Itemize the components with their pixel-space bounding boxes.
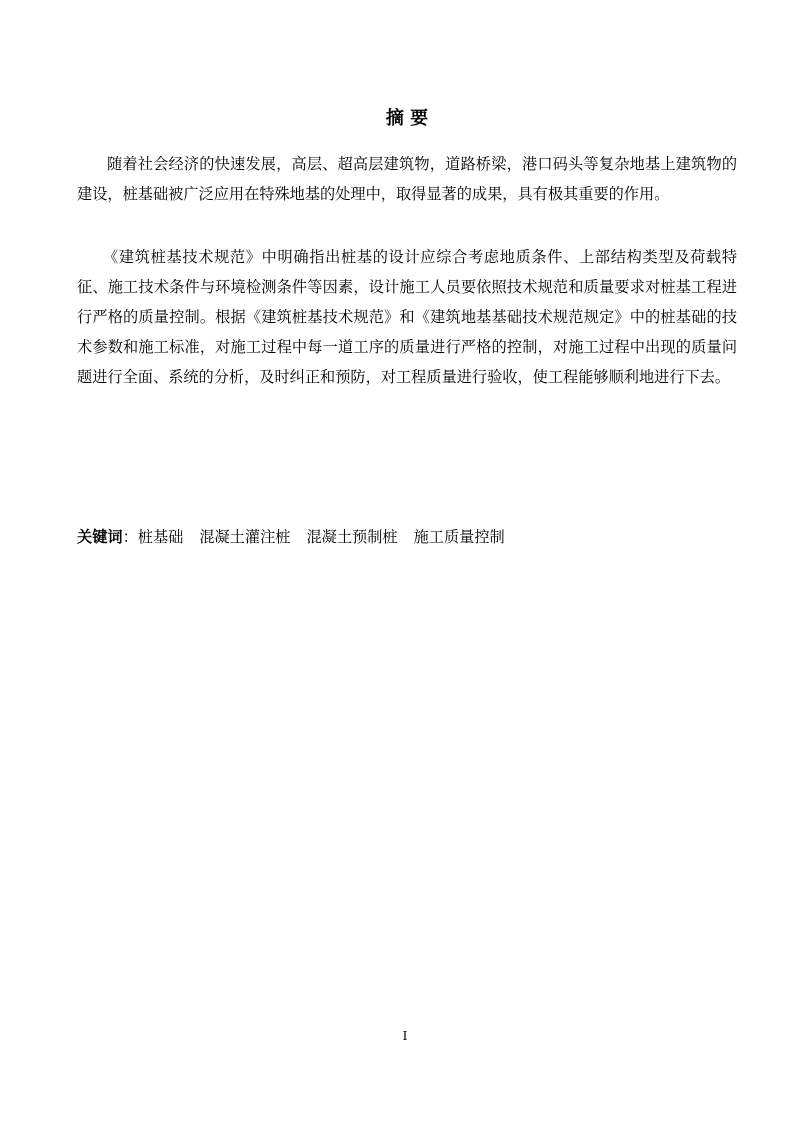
keyword-3: 混凝土预制桩: [306, 528, 398, 546]
keyword-2: 混凝土灌注桩: [199, 528, 291, 546]
abstract-title: 摘 要: [385, 108, 429, 129]
abstract-paragraph-1: 随着社会经济的快速发展，高层、超高层建筑物，道路桥梁，港口码头等复杂地基上建筑物的建设，桩基础被广泛应用在特殊地基的处理中，取得显著的成果，具有极其重要的作用。: [77, 155, 737, 203]
keywords-separator: ：: [122, 528, 138, 546]
keyword-4: 施工质量控制: [413, 528, 505, 546]
page-number: I: [402, 1029, 408, 1043]
abstract-paragraph-2: 《建筑桩基技术规范》中明确指出桩基的设计应综合考虑地质条件、上部结构类型及荷载特征、施工技术条件与环境检测条件等因素，设计施工人员要依照技术规范和质量要求对桩基工程进行严格的质量控制。根据《建筑桩基技术规范》和《建筑地基基础技术规范规定》中的桩基础的技术参数和施工标准，对施工过程中每一道工序的质量进行严格的控制，对施工过程中出现的质量问题进行全面、系统的分析，及时纠正和预防，对工程质量进行验收，使工程能够顺利地进行下去。: [77, 248, 737, 386]
keywords-line: [77, 522, 737, 552]
keywords-label: 关键词: [77, 528, 123, 546]
keyword-1: 桩基础: [137, 528, 184, 546]
